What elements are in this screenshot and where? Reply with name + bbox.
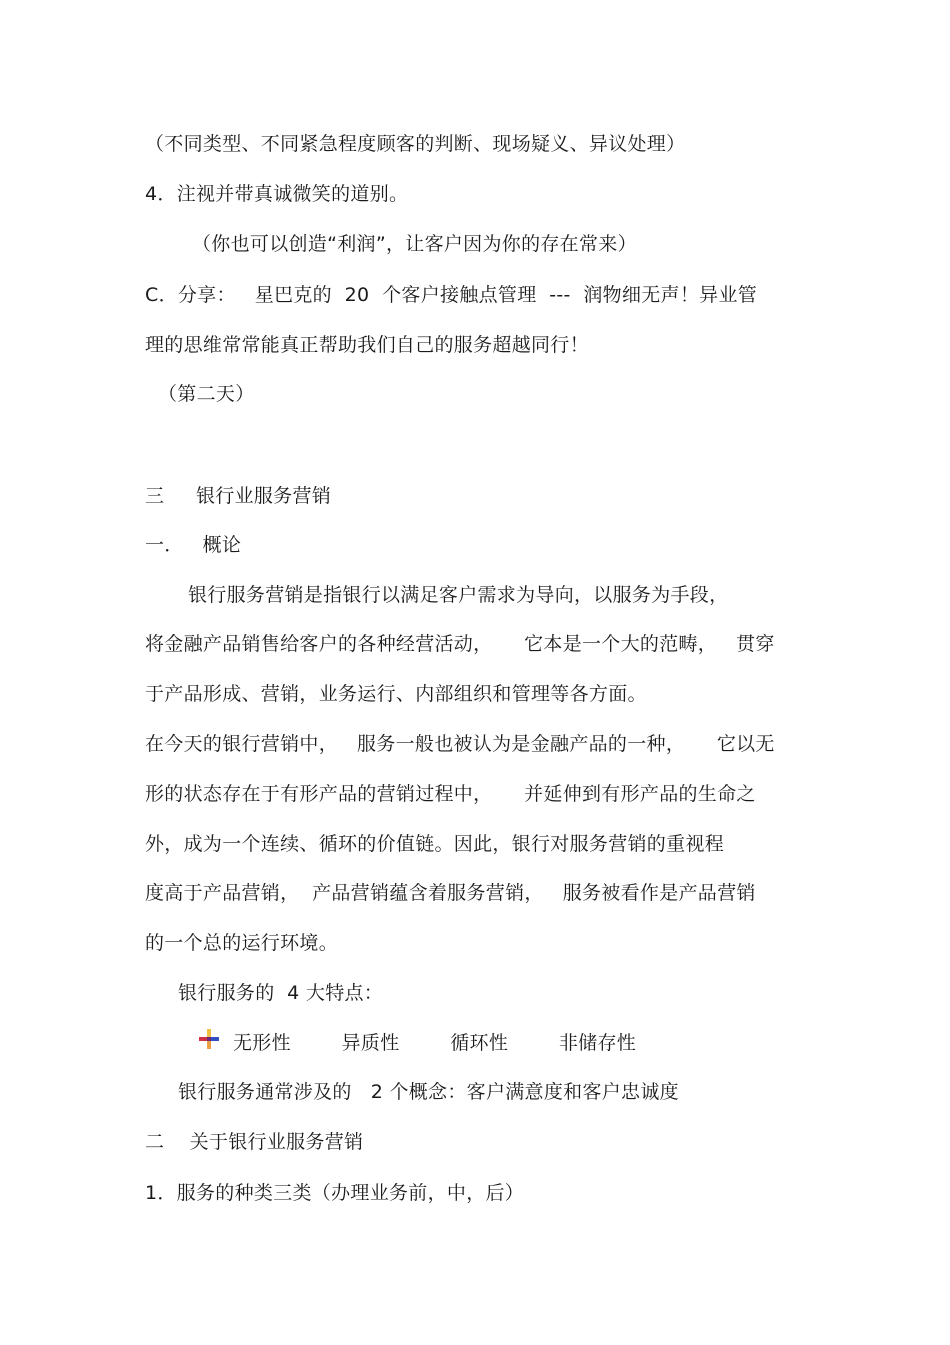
text-line: 4．注视并带真诚微笑的道别。: [145, 183, 409, 205]
feature-list: 无形性 异质性 循环性 非储存性: [233, 1032, 637, 1054]
text-line: （第二天）: [158, 383, 255, 405]
text-line: 银行服务通常涉及的 2 个概念：客户满意度和客户忠诚度: [178, 1081, 679, 1103]
text-line: （你也可以创造“利润”，让客户因为你的存在常来）: [192, 233, 637, 255]
section-heading: 三 银行业服务营销: [145, 485, 332, 507]
text-line: 度高于产品营销， 产品营销蕴含着服务营销， 服务被看作是产品营销: [145, 882, 756, 904]
text-line: 银行服务的 4 大特点：: [178, 982, 384, 1004]
text-line: 于产品形成、营销，业务运行、内部组织和管理等各方面。: [145, 683, 647, 705]
section-heading: 二 关于银行业服务营销: [145, 1131, 364, 1153]
text-line: 理的思维常常能真正帮助我们自己的服务超越同行！: [145, 334, 589, 356]
colored-cross-bullet-icon: [198, 1028, 220, 1050]
text-line: 将金融产品销售给客户的各种经营活动， 它本是一个大的范畴， 贯穿: [145, 633, 775, 655]
text-line: 1．服务的种类三类（办理业务前，中，后）: [145, 1182, 525, 1204]
text-line: 外，成为一个连续、循环的价值链。因此，银行对服务营销的重视程: [145, 833, 725, 855]
text-line: 银行服务营销是指银行以满足客户需求为导向，以服务为手段，: [188, 584, 729, 606]
text-line: 在今天的银行营销中， 服务一般也被认为是金融产品的一种， 它以无: [145, 733, 775, 755]
text-line: C．分享： 星巴克的 20 个客户接触点管理 --- 润物细无声！异业管: [145, 284, 758, 306]
text-line: 的一个总的运行环境。: [145, 932, 339, 954]
text-line: 形的状态存在于有形产品的营销过程中， 并延伸到有形产品的生命之: [145, 783, 756, 805]
text-line: （不同类型、不同紧急程度顾客的判断、现场疑义、异议处理）: [145, 133, 686, 155]
subsection-heading: 一． 概论: [145, 534, 242, 556]
